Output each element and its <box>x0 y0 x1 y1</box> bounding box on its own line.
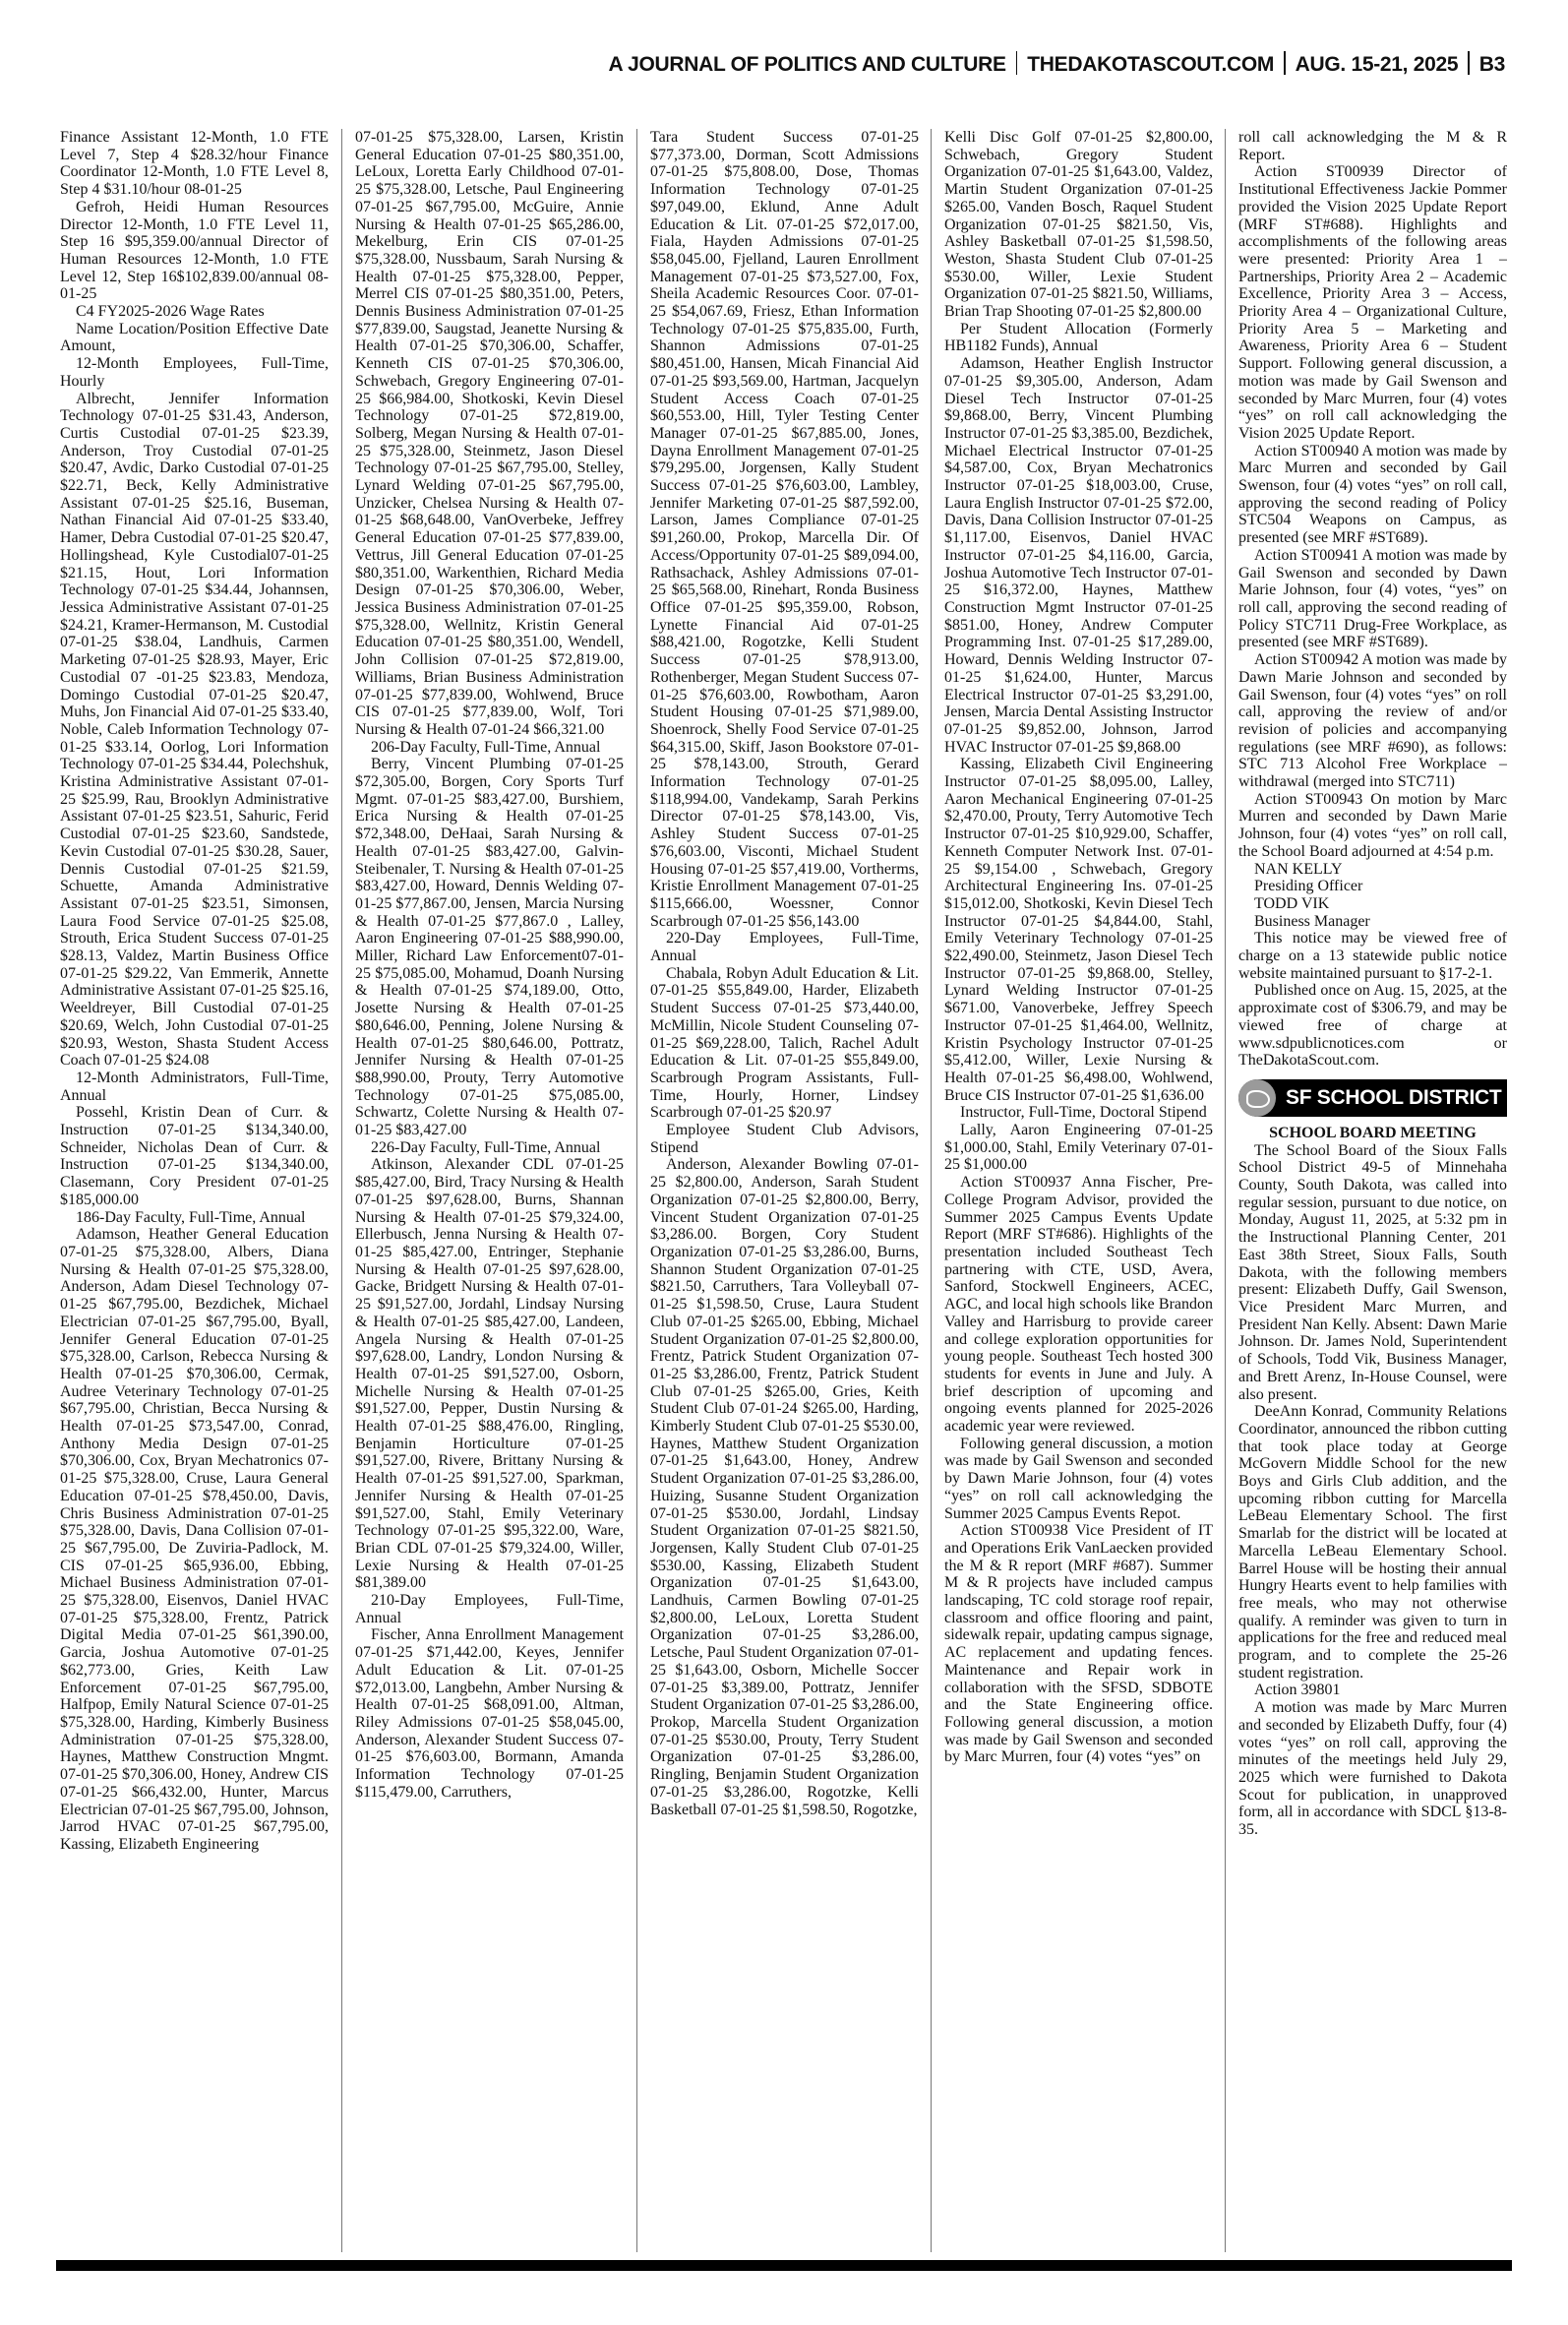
notice-paragraph: Adamson, Heather English Instructor 07-01-25 $9,305.00, Anderson, Adam Diesel Tech Instructor 07-01-25 $9,868.00, Berry, Vincent Plumbing Instructor 07-01-25 $3,385.00, Bezdichek, Michael Electrical Instructor 07-01-25 $4,587.00, Cox, Bryan Mechatronics Instructor 07-01-25 $18,003.00, Cruse, Laura English Instructor 07-01-25 $72.00, Davis, Dana Collision Instructor 07-01-25 $1,117.00, Eisenvos, Daniel HVAC Instructor 07-01-25 $4,116.00, Garcia, Joshua Automotive Tech Instructor 07-01-25 $16,372.00, Haynes, Matthew Construction Mgmt Instructor 07-01-25 $851.00, Honey, Andrew Computer Programming Inst. 07-01-25 $17,289.00, Howard, Dennis Welding Instructor 07-01-25 $1,624.00, Hunter, Marcus Electrical Instructor 07-01-25 $3,291.00, Jensen, Marcia Dental Assisting Instructor 07-01-25 $9,852.00, Johnson, Jarrod HVAC Instructor 07-01-25 $9,868.00 <box>944 355 1213 756</box>
notice-paragraph: 07-01-25 $75,328.00, Larsen, Kristin General Education 07-01-25 $80,351.00, LeLoux, Loretta Early Childhood 07-01-25 $75,328.00, Letsche, Paul Engineering 07-01-25 $67,795.00, McGuire, Annie Nursing & Health 07-01-25 $65,286.00, Mekelburg, Erin CIS 07-01-25 $75,328.00, Nussbaum, Sarah Nursing & Health 07-01-25 $75,328.00, Pepper, Merrel CIS 07-01-25 $80,351.00, Peters, Dennis Business Administration 07-01-25 $77,839.00, Saugstad, Jeanette Nursing & Health 07-01-25 $70,306.00, Schaffer, Kenneth CIS 07-01-25 $70,306.00, Schwebach, Gregory Engineering 07-01-25 $66,984.00, Shotkoski, Kevin Diesel Technology 07-01-25 $72,819.00, Solberg, Megan Nursing & Health 07-01-25 $75,328.00, Steinmetz, Jason Diesel Technology 07-01-25 $67,795.00, Stelley, Lynard Welding 07-01-25 $67,795.00, Unzicker, Chelsea Nursing & Health 07-01-25 $68,648.00, VanOverbeke, Jeffrey General Education 07-01-25 $77,839.00, Vettrus, Jill General Education 07-01-25 $80,351.00, Warkenthien, Richard Media Design 07-01-25 $70,306.00, Weber, Jessica Business Administration 07-01-25 $75,328.00, Wellnitz, Kristin General Education 07-01-25 $80,351.00, Wendell, John Collision 07-01-25 $72,819.00, Williams, Brian Business Administration 07-01-25 $77,839.00, Wohlwend, Bruce CIS 07-01-25 $77,839.00, Wolf, Tori Nursing & Health 07-01-24 $66,321.00 <box>355 129 624 738</box>
notice-paragraph: Published once on Aug. 15, 2025, at the approximate cost of $306.79, and may be viewed free of charge at www.sdpublicnotices.com or TheDakotaScout.com. <box>1238 982 1507 1070</box>
notice-paragraph: Employee Student Club Advisors, Stipend <box>650 1122 919 1156</box>
notice-paragraph: Following general discussion, a motion was made by Gail Swenson and seconded by Dawn Marie Johnson, four (4) votes “yes” on roll call acknowledging the Summer 2025 Campus Events Repot. <box>944 1435 1213 1522</box>
notice-paragraph: 12-Month Employees, Full-Time, Hourly <box>60 355 329 390</box>
column-rule <box>341 129 342 2252</box>
notice-paragraph: Kassing, Elizabeth Civil Engineering Instructor 07-01-25 $8,095.00, Lalley, Aaron Mechanical Engineering 07-01-25 $2,470.00, Prouty, Terry Automotive Tech Instructor 07-01-25 $10,929.00, Schaffer, Kenneth Computer Network Inst. 07-01-25 $9,154.00 , Schwebach, Gregory Architectural Engineering Ins. 07-01-25 $15,012.00, Shotkoski, Kevin Diesel Tech Instructor 07-01-25 $4,844.00, Stahl, Emily Veterinary Technology 07-01-25 $22,490.00, Steinmetz, Jason Diesel Tech Instructor 07-01-25 $9,868.00, Stelley, Lynard Welding Instructor 07-01-25 $671.00, Vanoverbeke, Jeffrey Speech Instructor 07-01-25 $1,464.00, Wellnitz, Kristin Psychology Instructor 07-01-25 $5,412.00, Willer, Lexie Nursing & Health 07-01-25 $6,498.00, Wohlwend, Bruce CIS Instructor 07-01-25 $1,636.00 <box>944 756 1213 1104</box>
notice-paragraph: Berry, Vincent Plumbing 07-01-25 $72,305.00, Borgen, Cory Sports Turf Mgmt. 07-01-25 $83,427.00, Burshiem, Erica Nursing & Health 07-01-25 $72,348.00, DeHaai, Sarah Nursing & Health 07-01-25 $83,427.00, Galvin-Steibenaler, T. Nursing & Health 07-01-25 $83,427.00, Howard, Dennis Welding 07-01-25 $77,867.00, Jensen, Marcia Nursing & Health 07-01-25 $77,867.0 , Lalley, Aaron Engineering 07-01-25 $88,990.00, Miller, Richard Law Enforcement07-01-25 $75,085.00, Mohamud, Doanh Nursing & Health 07-01-25 $74,189.00, Otto, Josette Nursing & Health 07-01-25 $80,646.00, Penning, Jolene Nursing & Health 07-01-25 $80,646.00, Pottratz, Jennifer Nursing & Health 07-01-25 $88,990.00, Prouty, Terry Automotive Technology 07-01-25 $75,085.00, Schwartz, Colette Nursing & Health 07-01-25 $83,427.00 <box>355 756 624 1139</box>
notice-paragraph: 12-Month Administrators, Full-Time, Annual <box>60 1069 329 1104</box>
notice-paragraph: The School Board of the Sioux Falls School District 49-5 of Minnehaha County, South Dakota, was called into regular session, pursuant to due notice, on Monday, August 11, 2025, at 5:32 pm in the Instructional Planning Center, 201 East 38th Street, Sioux Falls, South Dakota, with the following members present: Elizabeth Duffy, Gail Swenson, Vice President Marc Murren, and President Nan Kelly. Absent: Dawn Marie Johnson. Dr. James Nold, Superintendent of Schools, Todd Vik, Business Manager, and Brett Arenz, In-House Counsel, were also present. <box>1238 1141 1507 1403</box>
notice-paragraph: Finance Assistant 12-Month, 1.0 FTE Level 7, Step 4 $28.32/hour Finance Coordinator 12-Month, 1.0 FTE Level 8, Step 4 $31.10/hour 08-01-25 <box>60 129 329 199</box>
column-5 <box>1238 129 1507 2254</box>
site-name: THEDAKOTASCOUT.COM <box>1027 53 1275 76</box>
page-bottom-rule <box>56 2260 1512 2271</box>
notice-paragraph: Presiding Officer <box>1254 878 1363 895</box>
notice-paragraph: Fischer, Anna Enrollment Management 07-01-25 $71,442.00, Keyes, Jennifer Adult Education & Lit. 07-01-25 $72,013.00, Langbehn, Amber Nursing & Health 07-01-25 $68,091.00, Altman, Riley Admissions 07-01-25 $58,045.00, Anderson, Alexander Student Success 07-01-25 $76,603.00, Bormann, Amanda Information Technology 07-01-25 $115,479.00, Carruthers, <box>355 1626 624 1801</box>
notice-paragraph: This notice may be viewed free of charge on a 13 statewide public notice website maintained pursuant to §17-2-1. <box>1238 930 1507 982</box>
notice-paragraph: 220-Day Employees, Full-Time, Annual <box>650 930 919 965</box>
notice-paragraph: Adamson, Heather General Education 07-01-25 $75,328.00, Albers, Diana Nursing & Health 07-01-25 $75,328.00, Anderson, Adam Diesel Technology 07-01-25 $67,795.00, Bezdichek, Michael Electrician 07-01-25 $67,795.00, Byall, Jennifer General Education 07-01-25 $75,328.00, Carlson, Rebecca Nursing & Health 07-01-25 $70,306.00, Cermak, Audree Veterinary Technology 07-01-25 $67,795.00, Christian, Becca Nursing & Health 07-01-25 $73,547.00, Conrad, Anthony Media Design 07-01-25 $70,306.00, Cox, Bryan Mechatronics 07-01-25 $75,328.00, Cruse, Laura General Education 07-01-25 $78,450.00, Davis, Chris Business Administration 07-01-25 $75,328.00, Davis, Dana Collision 07-01-25 $67,795.00, De Zuviria-Padlock, M. CIS 07-01-25 $65,936.00, Ebbing, Michael Business Administration 07-01-25 $75,328.00, Eisenvos, Daniel HVAC 07-01-25 $75,328.00, Frentz, Patrick Digital Media 07-01-25 $61,390.00, Garcia, Joshua Automotive 07-01-25 $62,773.00, Gries, Keith Law Enforcement 07-01-25 $67,795.00, Halfpop, Emily Natural Science 07-01-25 $75,328.00, Harding, Kimberly Business Administration 07-01-25 $75,328.00, Haynes, Matthew Construction Mngmt. 07-01-25 $70,306.00, Honey, Andrew CIS 07-01-25 $66,432.00, Hunter, Marcus Electrician 07-01-25 $67,795.00, Johnson, Jarrod HVAC 07-01-25 $67,795.00, Kassing, Elizabeth Engineering <box>60 1226 329 1853</box>
notice-paragraph: 186-Day Faculty, Full-Time, Annual <box>76 1208 306 1226</box>
notice-paragraph: Action 39801 <box>1254 1682 1341 1699</box>
southeast-tech-notice-end <box>1238 129 1507 1070</box>
masthead <box>608 51 1505 77</box>
notice-paragraph: NAN KELLY <box>1254 860 1343 878</box>
notice-paragraph: Tara Student Success 07-01-25 $77,373.00, Dorman, Scott Admissions 07-01-25 $75,808.00, Dose, Thomas Information Technology 07-01-25 $97,049.00, Eklund, Anne Adult Education & Lit. 07-01-25 $72,017.00, Fiala, Hayden Admissions 07-01-25 $58,045.00, Fjelland, Lauren Enrollment Management 07-01-25 $73,527.00, Fox, Sheila Academic Resources Coor. 07-01-25 $54,067.69, Friesz, Ethan Information Technology 07-01-25 $75,835.00, Furth, Shannon Admissions 07-01-25 $80,451.00, Hansen, Micah Financial Aid 07-01-25 $93,569.00, Hartman, Jacquelyn Student Access Coach 07-01-25 $60,553.00, Hill, Tyler Testing Center Manager 07-01-25 $67,885.00, Jones, Dayna Enrollment Management 07-01-25 $79,295.00, Jorgensen, Kally Student Success 07-01-25 $76,603.00, Lambley, Jennifer Marketing 07-01-25 $87,592.00, Larson, James Compliance 07-01-25 $91,260.00, Prokop, Marcella Dir. Of Access/Opportunity 07-01-25 $89,094.00, Rathsachack, Ashley Admissions 07-01-25 $65,568.00, Rinehart, Ronda Business Office 07-01-25 $95,359.00, Robson, Lynette Financial Aid 07-01-25 $88,421.00, Rogotzke, Kelli Student Success 07-01-25 $78,913.00, Rothenberger, Megan Student Success 07-01-25 $76,603.00, Rowbotham, Aaron Student Housing 07-01-25 $71,989.00, Shoenrock, Shelly Food Service 07-01-25 $64,315.00, Skiff, Jason Bookstore 07-01-25 $78,143.00, Strouth, Gerard Information Technology 07-01-25 $118,994.00, Vandekamp, Sarah Perkins Director 07-01-25 $78,143.00, Vis, Ashley Student Success 07-01-25 $76,603.00, Visconti, Michael Student Housing 07-01-25 $57,419.00, Vortherms, Kristie Enrollment Management 07-01-25 $115,666.00, Woessner, Connor Scarbrough 07-01-25 $56,143.00 <box>650 129 919 930</box>
column-rule <box>931 129 932 2252</box>
notice-paragraph: Action ST00942 A motion was made by Dawn Marie Johnson and seconded by Gail Swenson, four (4) votes “yes” on roll call, approving the review of and/or revision of policies and accompanying regulations (see MRF #690), as follows: STC 713 Alcohol Free Workplace – withdrawal (merged into STC711) <box>1238 651 1507 791</box>
banner-title: SF SCHOOL DISTRICT <box>1286 1086 1502 1110</box>
column-3 <box>650 129 919 2254</box>
sf-school-district-logo-icon <box>1238 1079 1276 1117</box>
column-4 <box>944 129 1213 2254</box>
notice-paragraph: Action ST00940 A motion was made by Marc Murren and seconded by Gail Swenson, four (4) votes “yes” on roll call, approving the second reading of Policy STC504 Weapons on Campus, as presented (see MRF #ST689). <box>1238 442 1507 547</box>
notice-paragraph: Atkinson, Alexander CDL 07-01-25 $85,427.00, Bird, Tracy Nursing & Health 07-01-25 $97,628.00, Burns, Shannan Nursing & Health 07-01-25 $79,324.00, Ellerbusch, Jenna Nursing & Health 07-01-25 $85,427.00, Entringer, Stephanie Nursing & Health 07-01-25 $97,628.00, Gacke, Bridgett Nursing & Health 07-01-25 $91,527.00, Jordahl, Lindsay Nursing & Health 07-01-25 $85,427.00, Landeen, Angela Nursing & Health 07-01-25 $97,628.00, Landry, London Nursing & Health 07-01-25 $91,527.00, Osborn, Michelle Nursing & Health 07-01-25 $91,527.00, Pepper, Dustin Nursing & Health 07-01-25 $88,476.00, Ringling, Benjamin Horticulture 07-01-25 $91,527.00, Rivere, Brittany Nursing & Health 07-01-25 $91,527.00, Sparkman, Jennifer Nursing & Health 07-01-25 $91,527.00, Stahl, Emily Veterinary Technology 07-01-25 $95,322.00, Ware, Brian CDL 07-01-25 $79,324.00, Willer, Lexie Nursing & Health 07-01-25 $81,389.00 <box>355 1156 624 1592</box>
notice-paragraph: Action ST00941 A motion was made by Gail Swenson and seconded by Dawn Marie Johnson, four (4) votes, “yes” on roll call, approving the second reading of Policy STC711 Drug-Free Workplace, as presented (see MRF #ST689). <box>1238 546 1507 651</box>
divider <box>1016 51 1018 75</box>
notice-paragraph: DeeAnn Konrad, Community Relations Coordinator, announced the ribbon cutting that took place today at George McGovern Middle School for the new Boys and Girls Club addition, and the upcoming ribbon cutting for Marcella LeBeau Elementary School. The first Smarlab for the district will be located at Marcella LeBeau Elementary School. Barrel House will be hosting their annual Hungry Hearts event to help families with free meals, who may not otherwise qualify. A reminder was given to turn in applications for the free and reduced meal program, and to complete the 25-26 student registration. <box>1238 1403 1507 1682</box>
notice-paragraph: Kelli Disc Golf 07-01-25 $2,800.00, Schwebach, Gregory Student Organization 07-01-25 $1,643.00, Valdez, Martin Student Organization 07-01-25 $265.00, Vanden Bosch, Raquel Student Organization 07-01-25 $821.50, Vis, Ashley Basketball 07-01-25 $1,598.50, Weston, Shasta Student Club 07-01-25 $530.00, Willer, Lexie Student Organization 07-01-25 $821.50, Williams, Brian Trap Shooting 07-01-25 $2,800.00 <box>944 129 1213 321</box>
notice-paragraph: Per Student Allocation (Formerly HB1182 Funds), Annual <box>944 320 1213 355</box>
issue-date: AUG. 15-21, 2025 <box>1295 53 1459 76</box>
divider <box>1468 51 1470 75</box>
notice-paragraph: Chabala, Robyn Adult Education & Lit. 07-01-25 $55,849.00, Harder, Elizabeth Student Success 07-01-25 $73,440.00, McMillin, Nicole Student Counseling 07-01-25 $69,228.00, Talich, Rachel Adult Education & Lit. 07-01-25 $55,849.00, Scarbrough Program Assistants, Full-Time, Hourly, Horner, Lindsey Scarbrough 07-01-25 $20.97 <box>650 964 919 1122</box>
notice-paragraph: A motion was made by Marc Murren and seconded by Elizabeth Duffy, four (4) votes “yes” on roll call, approving the minutes of the meetings held July 29, 2025 which were furnished to Dakota Scout for publication, in unapproved form, all in accordance with SDCL §13-8-35. <box>1238 1699 1507 1839</box>
notice-paragraph: 206-Day Faculty, Full-Time, Annual <box>371 738 601 756</box>
notice-paragraph: 210-Day Employees, Full-Time, Annual <box>355 1592 624 1626</box>
column-1 <box>60 129 329 2254</box>
column-rule <box>636 129 637 2252</box>
notice-paragraph: Albrecht, Jennifer Information Technology 07-01-25 $31.43, Anderson, Curtis Custodial 07-01-25 $23.39, Anderson, Troy Custodial 07-01-25 $20.47, Avdic, Darko Custodial 07-01-25 $22.71, Beck, Kelly Administrative Assistant 07-01-25 $25.16, Buseman, Nathan Financial Aid 07-01-25 $33.40, Hamer, Debra Custodial 07-01-25 $20.47, Hollingshead, Kyle Custodial07-01-25 $21.15, Hout, Lori Information Technology 07-01-25 $34.44, Johannsen, Jessica Administrative Assistant 07-01-25 $24.21, Kramer-Hermanson, M. Custodial 07-01-25 $38.04, Landhuis, Carmen Marketing 07-01-25 $28.93, Mayer, Eric Custodial 07 -01-25 $23.83, Mendoza, Domingo Custodial 07-01-25 $20.47, Muhs, Jon Financial Aid 07-01-25 $33.40, Noble, Caleb Information Technology 07-01-25 $33.14, Oorlog, Lori Information Technology 07-01-25 $34.44, Polechshuk, Kristina Administrative Assistant 07-01-25 $25.99, Rau, Brooklyn Administrative Assistant 07-01-25 $23.51, Sahuric, Ferid Custodial 07-01-25 $23.60, Sandstede, Kevin Custodial 07-01-25 $30.28, Sauer, Dennis Custodial 07-01-25 $21.59, Schuette, Amanda Administrative Assistant 07-01-25 $23.51, Simonsen, Laura Food Service 07-01-25 $25.08, Strouth, Erica Student Success 07-01-25 $28.13, Valdez, Martin Business Office 07-01-25 $29.22, Van Emmerik, Annette Administrative Assistant 07-01-25 $25.16, Weeldreyer, Bill Custodial 07-01-25 $20.69, Welch, John Custodial 07-01-25 $20.93, Weston, Shasta Student Access Coach 07-01-25 $24.08 <box>60 390 329 1070</box>
notice-paragraph: 226-Day Faculty, Full-Time, Annual <box>371 1138 601 1156</box>
sf-school-district-banner <box>1238 1079 1507 1117</box>
notice-paragraph: C4 FY2025-2026 Wage Rates <box>76 303 265 321</box>
notice-paragraph: Name Location/Position Effective Date Amount, <box>60 320 329 355</box>
notice-paragraph: Action ST00937 Anna Fischer, Pre-College Program Advisor, provided the Summer 2025 Campus Events Update Report (MRF ST#686). Highlights of the presentation included Southeast Tech partnering with CTE, USD, Avera, Sanford, Stockwell Engineers, ACEC, AGC, and local high schools like Brandon Valley and Harrisburg to provide career and college exploration opportunities for young people. Southeast Tech hosted 300 students for events in June and July. A brief description of upcoming and ongoing events planned for 2025-2026 academic year were reviewed. <box>944 1174 1213 1436</box>
notice-paragraph: Gefroh, Heidi Human Resources Director 12-Month, 1.0 FTE Level 11, Step 16 $95,359.00/annual Director of Human Resources 12-Month, 1.0 FTE Level 12, Step 16$102,839.00/annual 08-01-25 <box>60 198 329 303</box>
notice-paragraph: Instructor, Full-Time, Doctoral Stipend <box>960 1104 1207 1122</box>
page-number: B3 <box>1478 53 1505 76</box>
journal-tagline: A JOURNAL OF POLITICS AND CULTURE <box>608 53 1006 76</box>
notice-paragraph: Action ST00943 On motion by Marc Murren and seconded by Dawn Marie Johnson, four (4) votes “yes” on roll call, the School Board adjourned at 4:54 p.m. <box>1238 790 1507 860</box>
notice-paragraph: Possehl, Kristin Dean of Curr. & Instruction 07-01-25 $134,340.00, Schneider, Nicholas Dean of Curr. & Instruction 07-01-25 $134,340.00, Clasemann, Cory President 07-01-25 $185,000.00 <box>60 1104 329 1208</box>
notice-paragraph: Lally, Aaron Engineering 07-01-25 $1,000.00, Stahl, Emily Veterinary 07-01-25 $1,000.00 <box>944 1122 1213 1174</box>
divider <box>1284 51 1286 75</box>
notice-paragraph: roll call acknowledging the M & R Report. <box>1238 129 1507 163</box>
notice-paragraph: Business Manager <box>1254 912 1370 930</box>
school-board-notice <box>1238 1142 1507 1839</box>
column-2 <box>355 129 624 2254</box>
notice-heading: SCHOOL BOARD MEETING <box>1269 1124 1477 1141</box>
notice-paragraph: TODD VIK <box>1254 894 1330 912</box>
notice-paragraph: Action ST00939 Director of Institutional Effectiveness Jackie Pommer provided the Vision 2025 Update Report (MRF ST#688). Highlights and accomplishments of the following areas were presented: Priority Area 1 – Partnerships, Priority Area 2 – Academic Excellence, Priority Area 3 – Access, Priority Area 4 – Organizational Culture, Priority Area 5 – Marketing and Awareness, Priority Area 6 – Student Support. Following general discussion, a motion was made by Gail Swenson and seconded by Marc Murren, four (4) votes “yes” on roll call acknowledging the Vision 2025 Update Report. <box>1238 163 1507 442</box>
notice-paragraph: Action ST00938 Vice President of IT and Operations Erik VanLaecken provided the M & R report (MRF #687). Summer M & R projects have included campus landscaping, TC cold storage roof repair, classroom and office flooring and paint, sidewalk repair, updating campus signage, AC replacement and updating fences. Maintenance and Repair work in collaboration with the SFSD, SDBOTE and the State Engineering office. Following general discussion, a motion was made by Gail Swenson and seconded by Marc Murren, four (4) votes “yes” on <box>944 1522 1213 1766</box>
notice-paragraph: Anderson, Alexander Bowling 07-01-25 $2,800.00, Anderson, Sarah Student Organization 07-01-25 $2,800.00, Berry, Vincent Student Organization 07-01-25 $3,286.00. Borgen, Cory Student Organization 07-01-25 $3,286.00, Burns, Shannon Student Organization 07-01-25 $821.50, Carruthers, Tara Volleyball 07-01-25 $1,598.50, Cruse, Laura Student Club 07-01-25 $265.00, Ebbing, Michael Student Organization 07-01-25 $2,800.00, Frentz, Patrick Student Organization 07-01-25 $3,286.00, Frentz, Patrick Student Club 07-01-25 $265.00, Gries, Keith Student Club 07-01-24 $265.00, Harding, Kimberly Student Club 07-01-25 $530.00, Haynes, Matthew Student Organization 07-01-25 $1,643.00, Honey, Andrew Student Organization 07-01-25 $3,286.00, Huizing, Susanne Student Organization 07-01-25 $530.00, Jordahl, Lindsay Student Organization 07-01-25 $821.50, Jorgensen, Kally Student Club 07-01-25 $530.00, Kassing, Elizabeth Student Organization 07-01-25 $1,643.00, Landhuis, Carmen Bowling 07-01-25 $2,800.00, LeLoux, Loretta Student Organization 07-01-25 $3,286.00, Letsche, Paul Student Organization 07-01-25 $1,643.00, Osborn, Michelle Soccer 07-01-25 $3,389.00, Pottratz, Jennifer Student Organization 07-01-25 $3,286.00, Prokop, Marcella Student Organization 07-01-25 $530.00, Prouty, Terry Student Organization 07-01-25 $3,286.00, Ringling, Benjamin Student Organization 07-01-25 $3,286.00, Rogotzke, Kelli Basketball 07-01-25 $1,598.50, Rogotzke, <box>650 1156 919 1818</box>
column-rule <box>1225 129 1226 2252</box>
